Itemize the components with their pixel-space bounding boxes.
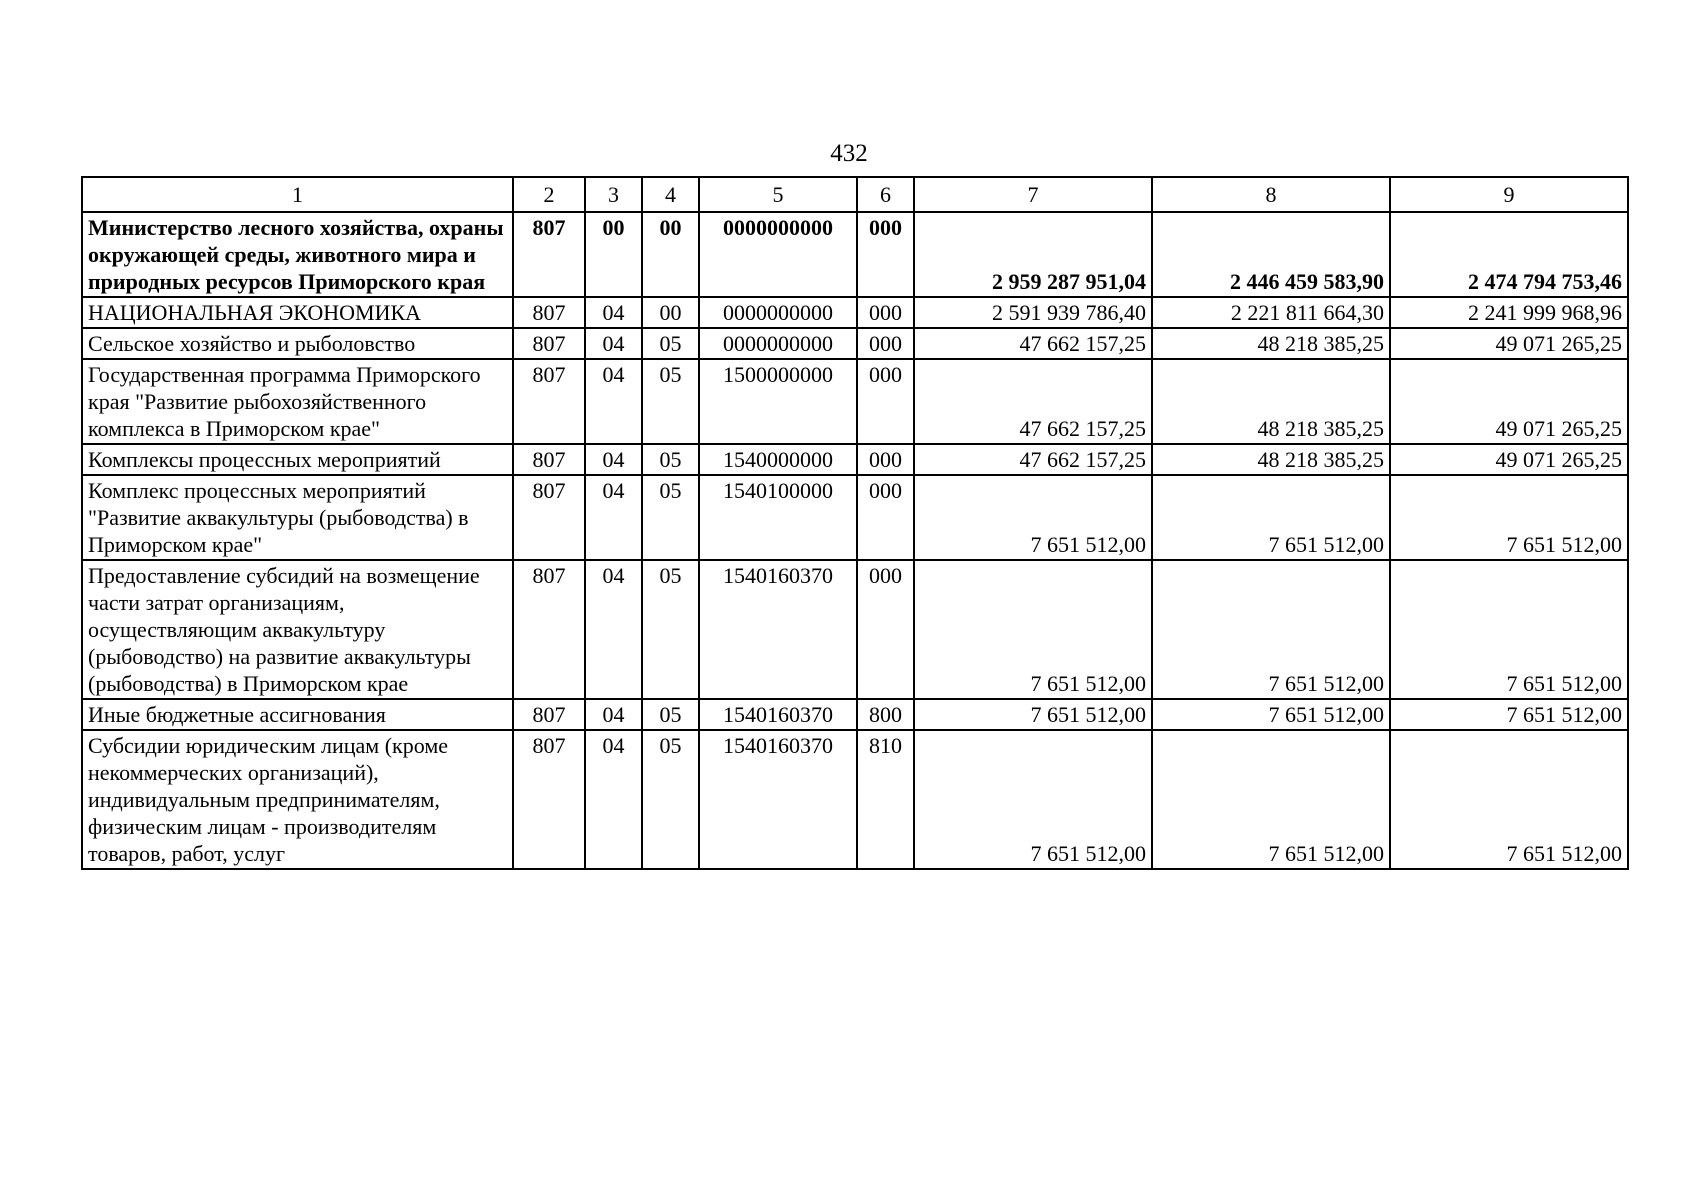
row-name: Сельское хозяйство и рыболовство [82, 328, 513, 359]
code-expense-type: 000 [857, 297, 914, 328]
amount-col-7: 47 662 157,25 [914, 444, 1152, 475]
budget-table [81, 176, 1629, 870]
row-name: Комплекс процессных мероприятий "Развитие аквакультуры (рыбоводства) в Приморском крае" [82, 475, 513, 560]
code-expense-type: 000 [857, 328, 914, 359]
code-subsection: 00 [642, 297, 699, 328]
table-row [82, 699, 1628, 730]
code-subsection: 05 [642, 699, 699, 730]
code-section: 04 [585, 444, 642, 475]
amount-col-7: 47 662 157,25 [914, 328, 1152, 359]
page-number: 432 [830, 140, 868, 167]
amount-col-9: 7 651 512,00 [1390, 475, 1628, 560]
code-subsection: 05 [642, 475, 699, 560]
code-section: 04 [585, 730, 642, 869]
column-number: 4 [642, 177, 699, 212]
code-target-article: 0000000000 [699, 328, 857, 359]
amount-col-8: 7 651 512,00 [1152, 730, 1390, 869]
code-target-article: 1540000000 [699, 444, 857, 475]
column-number: 6 [857, 177, 914, 212]
code-section: 04 [585, 560, 642, 699]
table-row [82, 730, 1628, 869]
row-name: Министерство лесного хозяйства, охраны окружающей среды, животного мира и природных ресурсов Приморского края [82, 212, 513, 297]
code-section: 04 [585, 359, 642, 444]
code-subsection: 05 [642, 730, 699, 869]
code-expense-type: 800 [857, 699, 914, 730]
code-subsection: 05 [642, 560, 699, 699]
amount-col-9: 7 651 512,00 [1390, 560, 1628, 699]
amount-col-7: 2 591 939 786,40 [914, 297, 1152, 328]
column-number-row [82, 177, 1628, 212]
table-row [82, 328, 1628, 359]
row-name: Государственная программа Приморского края "Развитие рыбохозяйственного комплекса в Приморском крае" [82, 359, 513, 444]
amount-col-8: 48 218 385,25 [1152, 328, 1390, 359]
code-target-article: 1540160370 [699, 560, 857, 699]
code-admin: 807 [513, 560, 585, 699]
code-admin: 807 [513, 328, 585, 359]
code-section: 04 [585, 699, 642, 730]
table-row [82, 444, 1628, 475]
code-admin: 807 [513, 730, 585, 869]
code-target-article: 1500000000 [699, 359, 857, 444]
code-expense-type: 000 [857, 560, 914, 699]
code-admin: 807 [513, 359, 585, 444]
table-row [82, 475, 1628, 560]
amount-col-8: 7 651 512,00 [1152, 475, 1390, 560]
column-number: 7 [914, 177, 1152, 212]
code-section: 04 [585, 297, 642, 328]
column-number: 2 [513, 177, 585, 212]
code-target-article: 0000000000 [699, 212, 857, 297]
amount-col-9: 2 241 999 968,96 [1390, 297, 1628, 328]
amount-col-7: 2 959 287 951,04 [914, 212, 1152, 297]
row-name: Предоставление субсидий на возмещение части затрат организациям, осуществляющим аквакультуру (рыбоводство) на развитие аквакультуры (рыбоводства) в Приморском крае [82, 560, 513, 699]
table-row [82, 560, 1628, 699]
amount-col-8: 2 446 459 583,90 [1152, 212, 1390, 297]
code-admin: 807 [513, 444, 585, 475]
amount-col-7: 7 651 512,00 [914, 730, 1152, 869]
code-target-article: 1540160370 [699, 699, 857, 730]
code-section: 04 [585, 475, 642, 560]
code-target-article: 1540100000 [699, 475, 857, 560]
table-row [82, 297, 1628, 328]
column-number: 3 [585, 177, 642, 212]
column-number: 8 [1152, 177, 1390, 212]
amount-col-8: 48 218 385,25 [1152, 444, 1390, 475]
code-expense-type: 000 [857, 444, 914, 475]
row-name: Иные бюджетные ассигнования [82, 699, 513, 730]
amount-col-9: 7 651 512,00 [1390, 730, 1628, 869]
amount-col-8: 2 221 811 664,30 [1152, 297, 1390, 328]
amount-col-8: 48 218 385,25 [1152, 359, 1390, 444]
table-row [82, 359, 1628, 444]
code-expense-type: 810 [857, 730, 914, 869]
row-name: Субсидии юридическим лицам (кроме некоммерческих организаций), индивидуальным предпринимателям, физическим лицам - производителям товаров, работ, услуг [82, 730, 513, 869]
amount-col-8: 7 651 512,00 [1152, 699, 1390, 730]
amount-col-9: 49 071 265,25 [1390, 359, 1628, 444]
code-section: 00 [585, 212, 642, 297]
row-name: НАЦИОНАЛЬНАЯ ЭКОНОМИКА [82, 297, 513, 328]
column-number: 9 [1390, 177, 1628, 212]
code-admin: 807 [513, 475, 585, 560]
amount-col-7: 7 651 512,00 [914, 560, 1152, 699]
code-target-article: 1540160370 [699, 730, 857, 869]
code-admin: 807 [513, 212, 585, 297]
code-subsection: 05 [642, 328, 699, 359]
code-expense-type: 000 [857, 359, 914, 444]
amount-col-7: 7 651 512,00 [914, 475, 1152, 560]
amount-col-8: 7 651 512,00 [1152, 560, 1390, 699]
amount-col-7: 47 662 157,25 [914, 359, 1152, 444]
amount-col-9: 2 474 794 753,46 [1390, 212, 1628, 297]
amount-col-9: 49 071 265,25 [1390, 444, 1628, 475]
code-subsection: 05 [642, 359, 699, 444]
table-row [82, 212, 1628, 297]
code-section: 04 [585, 328, 642, 359]
code-admin: 807 [513, 297, 585, 328]
code-admin: 807 [513, 699, 585, 730]
code-subsection: 05 [642, 444, 699, 475]
amount-col-9: 49 071 265,25 [1390, 328, 1628, 359]
row-name: Комплексы процессных мероприятий [82, 444, 513, 475]
code-expense-type: 000 [857, 212, 914, 297]
column-number: 5 [699, 177, 857, 212]
amount-col-7: 7 651 512,00 [914, 699, 1152, 730]
code-expense-type: 000 [857, 475, 914, 560]
code-subsection: 00 [642, 212, 699, 297]
column-number: 1 [82, 177, 513, 212]
amount-col-9: 7 651 512,00 [1390, 699, 1628, 730]
code-target-article: 0000000000 [699, 297, 857, 328]
